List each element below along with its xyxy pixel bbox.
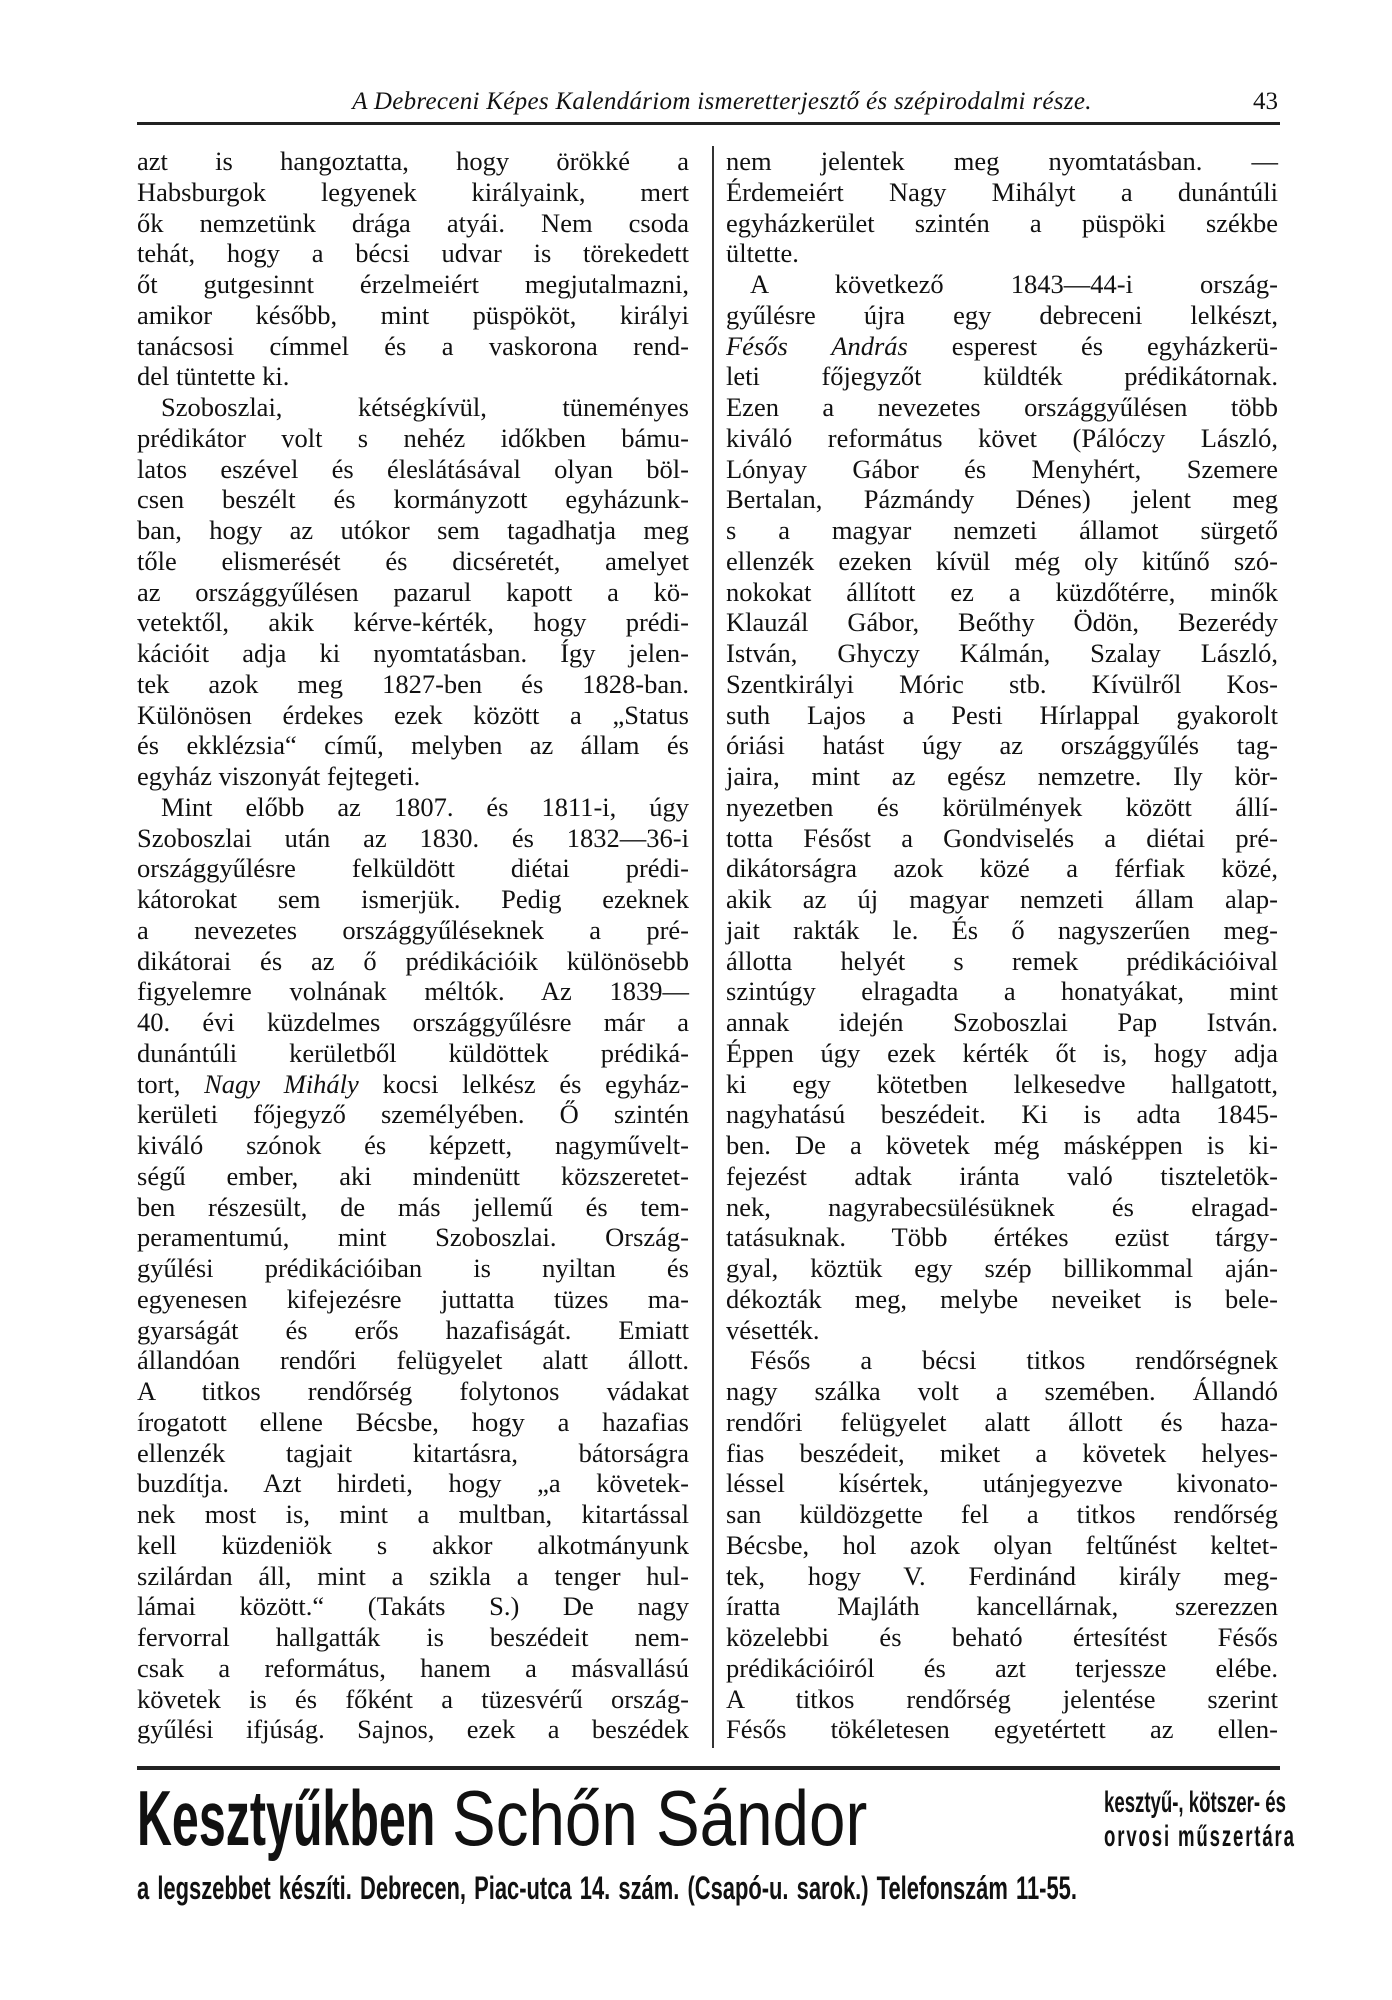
column-divider (712, 146, 714, 1748)
text-line: peramentumú, mint Szoboszlai. Ország- (137, 1222, 689, 1253)
text-line: buzdítja. Azt hirdeti, hogy „a követek- (137, 1468, 689, 1499)
text-line: nek, nagyrabecsülésüknek és elragad- (726, 1191, 1278, 1222)
text-line: tanácsosi címmel és a vaskorona rend- (137, 330, 689, 361)
text-line: gyűlési ifjúság. Sajnos, ezek a beszédek (137, 1714, 689, 1745)
text-line: ellenzék tagjait kitartásra, bátorságra (137, 1437, 689, 1468)
text-line: írogatott ellene Bécsbe, hogy a hazafias (137, 1406, 689, 1437)
text-line: Habsburgok legyenek királyaink, mert (137, 176, 689, 207)
ad-shop-type-line1: kesztyű-, kötszer- és (1104, 1786, 1286, 1819)
text-line: gyal, köztük egy szép billikommal aján- (726, 1253, 1278, 1283)
text-line: léssel kísértek, utánjegyezve kivonato- (726, 1468, 1278, 1499)
text-segment: esperest és egyházkerü- (907, 330, 1278, 361)
text-line: nek most is, mint a multban, kitartással (137, 1499, 689, 1529)
text-line: vésették. (726, 1314, 820, 1345)
text-line: tek azok meg 1827-ben és 1828-ban. (137, 668, 689, 699)
text-line: ellenzék ezeken kívül még oly kitűnő szó- (726, 545, 1278, 576)
text-line: dikátorságra azok közé a férfiak közé, (726, 853, 1278, 884)
text-line: ültette. (726, 238, 799, 269)
text-line: Klauzál Gábor, Beőthy Ödön, Bezerédy (726, 607, 1278, 638)
text-line (137, 1069, 689, 1100)
text-line: ki egy kötetben lelkesedve hallgatott, (726, 1068, 1278, 1099)
text-line: lámai között.“ (Takáts S.) De nagy (137, 1591, 689, 1622)
text-line: leti főjegyzőt küldték prédikátornak. (726, 361, 1278, 392)
left-column (137, 146, 689, 1745)
text-line: jait rakták le. És ő nagyszerűen meg- (726, 914, 1278, 945)
text-line: kell küzdeniök s akkor alkotmányunk (137, 1529, 689, 1560)
text-line: egyház viszonyát fejtegeti. (137, 761, 421, 791)
text-line: nyezetben és körülmények között állí- (726, 791, 1278, 822)
text-line: szintúgy elragadta a honatyákat, mint (726, 976, 1278, 1007)
text-line: figyelemre volnának méltók. Az 1839— (137, 976, 689, 1007)
text-line: totta Fésőst a Gondviselés a diétai pré- (726, 822, 1278, 853)
text-line: közelebbi és beható értesítést Fésős (726, 1622, 1278, 1652)
text-line: jaira, mint az egész nemzetre. Ily kör- (726, 761, 1278, 791)
text-line: ban, hogy az utókor sem tagadhatja meg (137, 515, 689, 545)
text-line: nokokat állított ez a küzdőtérre, minők (726, 576, 1278, 607)
text-line: amikor később, mint püspököt, királyi (137, 299, 689, 330)
text-line: Bécsbe, hol azok olyan feltűnést keltet- (726, 1529, 1278, 1560)
text-line: és ekklézsia“ című, melyben az állam és (137, 730, 689, 761)
text-line: szilárdan áll, mint a szikla a tenger hul- (137, 1560, 689, 1591)
text-line: Különösen érdekes ezek között a „Status (137, 699, 689, 730)
text-line: tőle elismerését és dicséretét, amelyet (137, 545, 689, 576)
text-line: dunántúli kerületből küldöttek prédiká- (137, 1037, 689, 1068)
text-line: fejezést adtak iránta való tiszteletök- (726, 1160, 1278, 1191)
text-line: tehát, hogy a bécsi udvar is törekedett (137, 238, 689, 269)
text-line: Szoboszlai után az 1830. és 1832—36-i (137, 822, 689, 853)
text-line: prédikációiról és azt terjessze elébe. (726, 1652, 1278, 1683)
header-title: A Debreceni Képes Kalendáriom ismeretterjesztő és szépirodalmi része. (352, 88, 1092, 115)
text-line: Érdemeiért Nagy Mihályt a dunántúli (726, 176, 1278, 207)
text-line: akik az új magyar nemzeti állam alap- (726, 884, 1278, 914)
text-line: 40. évi küzdelmes országgyűlésre már a (137, 1007, 689, 1037)
text-line: prédikátor volt s nehéz időkben bámu- (137, 422, 689, 453)
text-line (726, 331, 1278, 362)
text-line: del tüntette ki. (137, 361, 290, 392)
text-line: kátorokat sem ismerjük. Pedig ezeknek (137, 884, 689, 914)
text-line: Ezen a nevezetes országgyűlésen több (726, 392, 1278, 422)
text-line: Fésős tökéletesen egyetértett az ellen- (726, 1714, 1278, 1745)
ad-shop-name: Schőn Sándor (452, 1774, 868, 1862)
italic-name: Nagy Mihály (204, 1068, 359, 1099)
ad-headline: Kesztyűkben (137, 1774, 436, 1862)
text-line: kációit adja ki nyomtatásban. Így jelen- (137, 638, 689, 668)
text-line: gyarságát és erős hazafiságát. Emiatt (137, 1314, 689, 1345)
text-line: kiváló szónok és képzett, nagyművelt- (137, 1130, 689, 1160)
text-line: A titkos rendőrség folytonos vádakat (137, 1376, 689, 1406)
text-line: Fésős a bécsi titkos rendőrségnek (750, 1345, 1278, 1376)
text-line: s a magyar nemzeti államot sürgető (726, 515, 1278, 545)
text-line: dikátorai és az ő prédikációik különösebb (137, 945, 689, 976)
text-line: annak idején Szoboszlai Pap István. (726, 1007, 1278, 1037)
running-header (137, 88, 1280, 125)
text-line: ségű ember, aki mindenütt közszeretet- (137, 1160, 689, 1191)
advertisement-rule (137, 1766, 1280, 1770)
text-line: óriási hatást úgy az országgyűlés tag- (726, 730, 1278, 761)
text-line: nagyhatású beszédeit. Ki is adta 1845- (726, 1099, 1278, 1130)
text-line: nagy szálka volt a szemében. Állandó (726, 1376, 1278, 1406)
text-line: gyűlési prédikációiban is nyiltan és (137, 1253, 689, 1283)
text-line: suth Lajos a Pesti Hírlappal gyakorolt (726, 699, 1278, 730)
text-line: fias beszédeit, miket a követek helyes- (726, 1437, 1278, 1468)
text-segment: kocsi lelkész és egyház- (358, 1068, 689, 1099)
text-line: István, Ghyczy Kálmán, Szalay László, (726, 638, 1278, 668)
text-line: A következő 1843—44-i ország- (750, 269, 1278, 299)
text-line: Mint előbb az 1807. és 1811-i, úgy (161, 791, 689, 822)
text-line: A titkos rendőrség jelentése szerint (726, 1683, 1278, 1714)
text-line: latos eszével és éleslátásával olyan böl- (137, 453, 689, 484)
text-line: követek is és főként a tüzesvérű ország- (137, 1683, 689, 1714)
text-line: kerületi főjegyző személyében. Ő szintén (137, 1099, 689, 1130)
text-line: Szoboszlai, kétségkívül, tüneményes (161, 392, 689, 422)
text-line: Bertalan, Pázmándy Dénes) jelent meg (726, 484, 1278, 515)
text-line: gyűlésre újra egy debreceni lelkészt, (726, 299, 1278, 330)
ad-shop-type-line2: orvosi műszertára (1104, 1820, 1296, 1853)
text-line: egyházkerület szintén a püspöki székbe (726, 207, 1278, 238)
text-line: vetektől, akik kérve-kérték, hogy prédi- (137, 607, 689, 638)
text-line: Éppen úgy ezek kérték őt is, hogy adja (726, 1037, 1278, 1068)
text-line: rendőri felügyelet alatt állott és haza- (726, 1406, 1278, 1437)
text-line: san küldözgette fel a titkos rendőrség (726, 1499, 1278, 1529)
right-column (726, 146, 1278, 1745)
text-line: tek, hogy V. Ferdinánd király meg- (726, 1560, 1278, 1591)
text-line: íratta Majláth kancellárnak, szerezzen (726, 1591, 1278, 1622)
ad-address: a legszebbet készíti. Debrecen, Piac-utca 14. szám. (Csapó-u. sarok.) Telefonszám 11-55. (137, 1870, 1077, 1906)
italic-name: Fésős András (726, 330, 908, 361)
text-line: nem jelentek meg nyomtatásban. — (726, 146, 1278, 176)
text-line: tatásuknak. Több értékes ezüst tárgy- (726, 1222, 1278, 1253)
text-line: dékozták meg, melybe neveiket is bele- (726, 1283, 1278, 1314)
text-line: őt gutgesinnt érzelmeiért megjutalmazni, (137, 269, 689, 299)
text-line: Szentkirályi Móric stb. Kívülről Kos- (726, 668, 1278, 699)
text-segment: tort, (137, 1068, 205, 1099)
text-line: egyenesen kifejezésre juttatta tüzes ma- (137, 1283, 689, 1314)
text-line: állotta helyét s remek prédikációival (726, 945, 1278, 976)
text-line: ben. De a követek még másképpen is ki- (726, 1130, 1278, 1160)
text-line: kiváló református követ (Pálóczy László, (726, 422, 1278, 453)
text-line: csen beszélt és kormányzott egyházunk- (137, 484, 689, 515)
text-line: fervorral hallgatták is beszédeit nem- (137, 1622, 689, 1652)
text-line: a nevezetes országgyűléseknek a pré- (137, 914, 689, 945)
text-line: állandóan rendőri felügyelet alatt állott. (137, 1345, 689, 1376)
text-line: ők nemzetünk drága atyái. Nem csoda (137, 207, 689, 238)
text-line: ben részesült, de más jellemű és tem- (137, 1191, 689, 1222)
text-line: Lónyay Gábor és Menyhért, Szemere (726, 453, 1278, 484)
text-line: az országgyűlésen pazarul kapott a kö- (137, 576, 689, 607)
text-line: országgyűlésre felküldött diétai prédi- (137, 853, 689, 884)
text-line: azt is hangoztatta, hogy örökké a (137, 146, 689, 176)
text-line: csak a református, hanem a másvallású (137, 1652, 689, 1683)
page-number: 43 (1253, 88, 1278, 115)
